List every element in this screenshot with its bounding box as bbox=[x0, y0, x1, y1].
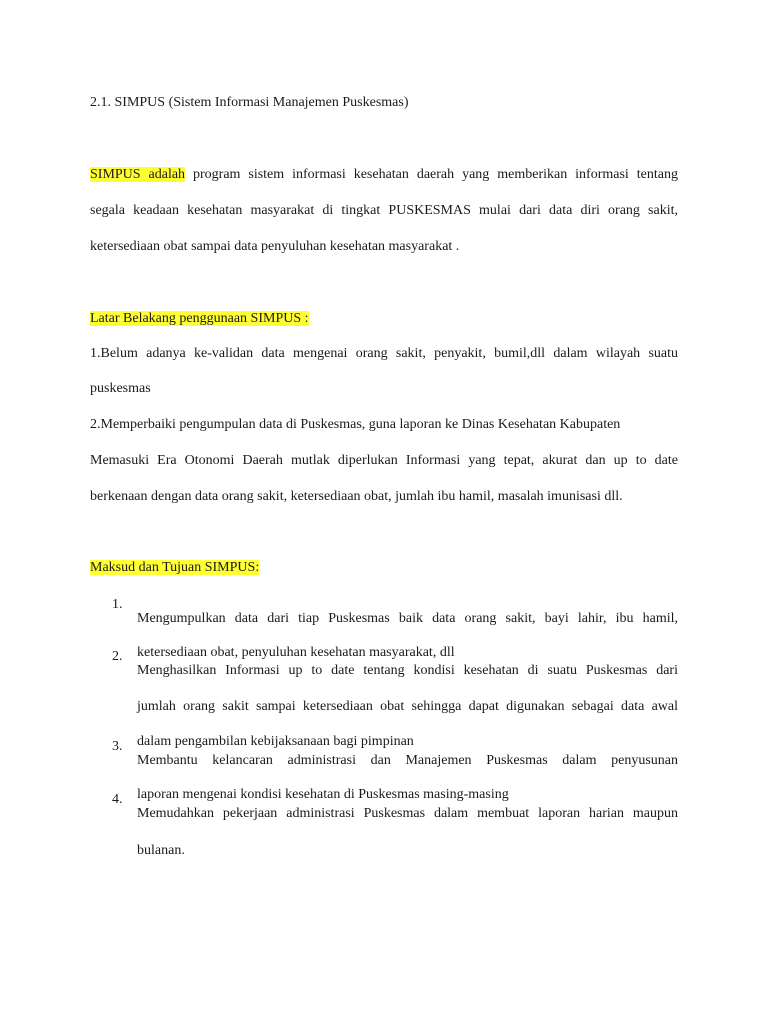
latar-item1-line1: 1.Belum adanya ke-validan data mengenai orang sakit, penyakit, bumil,dll dalam wilayah suatu bbox=[90, 346, 678, 361]
list-item-4-line-1: Memudahkan pekerjaan administrasi Puskesmas dalam membuat laporan harian maupun bbox=[137, 806, 678, 821]
intro-highlight: SIMPUS adalah bbox=[90, 167, 186, 182]
intro-line-1 bbox=[90, 166, 678, 184]
maksud-title-line bbox=[90, 559, 678, 577]
latar-item2-line3: berkenaan dengan data orang sakit, ketersediaan obat, jumlah ibu hamil, masalah imunisasi dll. bbox=[90, 489, 623, 504]
section-heading: 2.1. SIMPUS (Sistem Informasi Manajemen Puskesmas) bbox=[90, 95, 409, 110]
intro-line-2: segala keadaan kesehatan masyarakat di tingkat PUSKESMAS mulai dari data diri orang sakit, bbox=[90, 203, 678, 218]
list-item-3-line-1: Membantu kelancaran administrasi dan Manajemen Puskesmas dalam penyusunan bbox=[137, 753, 678, 768]
latar-title-line bbox=[90, 310, 678, 328]
list-item-2-line-2: jumlah orang sakit sampai ketersediaan obat sehingga dapat digunakan sebagai data awal bbox=[137, 699, 678, 714]
maksud-title: Maksud dan Tujuan SIMPUS: bbox=[90, 560, 260, 575]
latar-title: Latar Belakang penggunaan SIMPUS : bbox=[90, 311, 309, 326]
list-number: 1. bbox=[112, 597, 123, 612]
intro-line-1-text: program sistem informasi kesehatan daerah yang memberikan informasi tentang bbox=[185, 167, 678, 182]
list-item-1-line-2: ketersediaan obat, penyuluhan kesehatan masyarakat, dll bbox=[137, 645, 455, 660]
list-number: 4. bbox=[112, 792, 123, 807]
list-item-4-line-2: bulanan. bbox=[137, 843, 185, 858]
list-item-1-line-1: Mengumpulkan data dari tiap Puskesmas baik data orang sakit, bayi lahir, ibu hamil, bbox=[137, 611, 678, 626]
latar-item1-line2: puskesmas bbox=[90, 381, 151, 396]
list-item-2-line-3: dalam pengambilan kebijaksanaan bagi pimpinan bbox=[137, 734, 414, 749]
list-item-3-line-2: laporan mengenai kondisi kesehatan di Puskesmas masing-masing bbox=[137, 787, 509, 802]
list-number: 2. bbox=[112, 649, 123, 664]
list-item-2-line-1: Menghasilkan Informasi up to date tentang kondisi kesehatan di suatu Puskesmas dari bbox=[137, 663, 678, 678]
intro-line-3: ketersediaan obat sampai data penyuluhan kesehatan masyarakat . bbox=[90, 239, 460, 254]
latar-item2-line1: 2.Memperbaiki pengumpulan data di Puskesmas, guna laporan ke Dinas Kesehatan Kabupaten bbox=[90, 417, 621, 432]
latar-item2-line2: Memasuki Era Otonomi Daerah mutlak diperlukan Informasi yang tepat, akurat dan up to date bbox=[90, 453, 678, 468]
list-number: 3. bbox=[112, 739, 123, 754]
